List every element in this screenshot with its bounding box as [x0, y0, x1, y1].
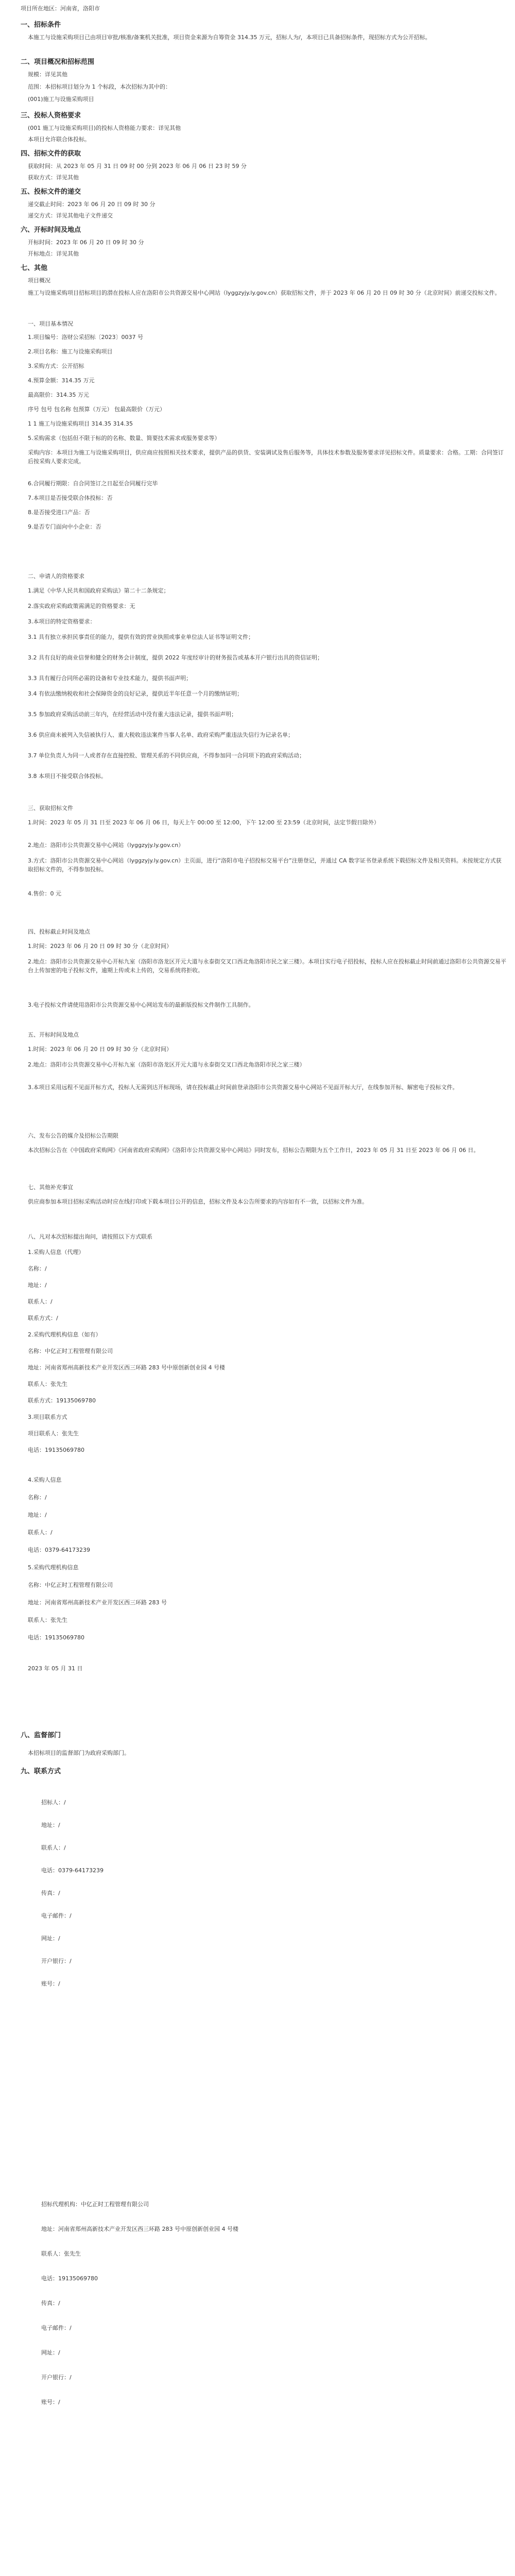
contact-line: 电话：0379-64173239 [28, 1547, 90, 1553]
agent-line: 招标代理机构：中亿正时工程管理有限公司 [41, 2201, 149, 2208]
contact-line: 联系人：张先生 [28, 1381, 67, 1387]
section-1-body: 本施工与设施采购项目已由项目审批/核准/备案机关批准，项目资金来源为自筹资金 314.35 万元，招标人为/，本项目已具备招标条件，现招标方式为公开招标。 [28, 34, 431, 41]
tenderer-line: 电子邮件：/ [41, 1912, 72, 1919]
submit-list [21, 942, 507, 1016]
opening-line: 2.地点：洛阳市公共资源交易中心开标九室（洛阳市洛龙区开元大道与永泰街交叉口西北角洛阳市民之家三楼） [28, 1061, 305, 1068]
section-3-body: (001 施工与设施采购项目)的投标人资格能力要求：详见其他 [28, 125, 181, 131]
basic-info-list [21, 333, 507, 537]
section-5-method: 递交方式：详见其他电子文件递交 [28, 212, 113, 219]
announcement-date: 2023 年 05 月 31 日 [28, 1665, 83, 1672]
section-8-body: 本招标项目的监督部门为政府采购部门。 [28, 1750, 130, 1756]
opening-title: 五、开标时间及地点 [28, 1031, 79, 1038]
agent-line: 开户银行：/ [41, 2374, 72, 2381]
agent-line: 电话：19135069780 [41, 2275, 98, 2282]
contact-line: 地址：河南省郑州高新技术产业开发区西三环路 283 号 [28, 1599, 167, 1606]
contact-line: 5.采购代理机构信息 [28, 1564, 79, 1571]
contact-line: 地址：/ [28, 1512, 47, 1518]
contact-line: 名称：/ [28, 1265, 47, 1272]
get-file-title: 三、获取招标文件 [28, 805, 73, 811]
contact-line: 1.采购人信息（代理） [28, 1249, 84, 1256]
other-matters-body: 供应商参加本项目招标采购活动时应在线打印或下载本项目公开的信息，招标文件及本公告所要求的内容如有不一致，以招标文件为准。 [28, 1198, 368, 1205]
section-4-title: 四、招标文件的获取 [21, 150, 81, 158]
agent-line: 电子邮件：/ [41, 2325, 72, 2331]
section-4-time: 获取时间：从 2023 年 05 月 31 日 09 时 00 分到 2023 年 06 月 06 日 23 时 59 分 [28, 163, 247, 170]
agent-contact-list [41, 2200, 505, 2422]
qualification-line: 2.落实政府采购政策需满足的资格要求：无 [28, 603, 135, 609]
agent-line: 网址：/ [41, 2349, 60, 2356]
contact-title: 八、凡对本次招标提出询问，请按照以下方式联系 [28, 1233, 152, 1240]
submit-title: 四、投标截止时间及地点 [28, 928, 90, 935]
section-5-title: 五、投标文件的递交 [21, 188, 81, 196]
section-6-time: 开标时间：2023 年 06 月 20 日 09 时 30 分 [28, 239, 144, 246]
qualification-line: 3.本项目的特定资格要求： [28, 618, 96, 625]
contact-line: 联系人：张先生 [28, 1617, 67, 1623]
requirement-body: 采购内容：本项目为施工与设施采购项目，供应商应按照相关技术要求，提供产品的供货、安装调试及售后服务等，具体技术参数及服务要求详见招标文件。质量要求：合格。工期：合同签订后按采购人要求完成。 [28, 449, 504, 465]
submit-line: 3.电子投标文件请使用洛阳市公共资源交易中心网站发布的最新版投标文件制作工具制作。 [28, 1002, 254, 1008]
qualification-title: 二、申请人的资格要求 [28, 573, 84, 580]
tenderer-line: 联系人：/ [41, 1844, 66, 1851]
section-8-title: 八、监督部门 [21, 1732, 61, 1739]
get-file-line: 1.时间：2023 年 05 月 31 日至 2023 年 06 月 06 日，每天上午 00:00 至 12:00，下午 12:00 至 23:59（北京时间，法定节假日除外） [28, 819, 380, 826]
section-7-intro: 施工与设施采购项目招标项目的潜在投标人应在洛阳市公共资源交易中心网站（lyggzyjy.ly.gov.cn）获取招标文件，并于 2023 年 06 月 20 日 09 时 30 分（北京时间）前递交投标文件。 [28, 290, 501, 296]
basic-info-line: 2.项目名称：施工与设施采购项目 [28, 348, 113, 355]
basic-info-line: 最高限价：314.35 万元 [28, 392, 89, 398]
project-location: 项目所在地区：河南省，洛阳市 [21, 5, 100, 12]
qualification-line: 3.2 具有良好的商业信誉和健全的财务会计制度，提供 2022 年度经审计的财务报告或基本开户银行出具的资信证明； [28, 654, 323, 661]
get-file-line: 4.售价：0 元 [28, 890, 61, 897]
agent-line: 账号：/ [41, 2399, 60, 2405]
section-3-joint: 本项目允许联合体投标。 [28, 136, 90, 143]
tenderer-line: 地址：/ [41, 1822, 60, 1828]
section-7-title: 七、其他 [21, 264, 48, 272]
agent-line: 地址：河南省郑州高新技术产业开发区西三环路 283 号中原创新创业园 4 号楼 [41, 2226, 238, 2232]
basic-info-line: 7.本项目是否接受联合体投标：否 [28, 495, 113, 501]
contact-line: 名称：中亿正时工程管理有限公司 [28, 1348, 113, 1354]
agent-line: 传真：/ [41, 2300, 60, 2307]
section-3-title: 三、投标人资格要求 [21, 112, 81, 120]
qualification-line: 3.3 具有履行合同所必需的设备和专业技术能力，提供书面声明； [28, 675, 192, 682]
contact-line: 电话：19135069780 [28, 1634, 84, 1641]
basic-info-line: 序号 包号 包名称 包预算（万元） 包最高限价（万元） [28, 406, 165, 413]
section-2-scope: 范围：本招标项目划分为 1 个标段，本次招标为其中的： [28, 83, 171, 90]
section-4-method: 获取方式：详见其他 [28, 174, 79, 181]
submit-line: 2.地点：洛阳市公共资源交易中心开标九室（洛阳市洛龙区开元大道与永泰街交叉口西北角洛阳市民之家三楼）。本项目实行电子招投标，投标人应在投标截止时间前通过洛阳市公共资源交易平台上传加密的电子投标文件，逾期上传或未上传的，交易系统将拒收。 [28, 958, 506, 974]
qualification-line: 3.5 参加政府采购活动前三年内，在经营活动中没有重大违法记录，提供书面声明； [28, 711, 237, 718]
section-6-place: 开标地点：详见其他 [28, 250, 79, 257]
contact-list-b [21, 1476, 507, 1651]
opening-list [21, 1045, 507, 1116]
contact-line: 电话：19135069780 [28, 1447, 84, 1453]
tenderer-line: 传真：/ [41, 1890, 60, 1896]
agent-line: 联系人：张先生 [41, 2250, 81, 2257]
tenderer-line: 账号：/ [41, 1980, 60, 1987]
submit-line: 1.时间：2023 年 06 月 20 日 09 时 30 分（北京时间） [28, 943, 172, 950]
contact-line: 地址：河南省郑州高新技术产业开发区西三环路 283 号中原创新创业园 4 号楼 [28, 1364, 225, 1371]
qualification-line: 3.1 具有独立承担民事责任的能力，提供有效的营业执照或事业单位法人证书等证明文件； [28, 634, 254, 640]
contact-line: 2.采购代理机构信息（如有） [28, 1331, 101, 1338]
section-7-head: 项目概况 [28, 277, 50, 284]
section-6-title: 六、开标时间及地点 [21, 226, 81, 234]
qualification-line: 3.8 本项目不接受联合体投标。 [28, 773, 107, 779]
basic-info-title: 一、项目基本情况 [28, 320, 73, 327]
qualification-line: 3.7 单位负责人为同一人或者存在直接控股、管理关系的不同供应商，不得参加同一合同项下的政府采购活动； [28, 752, 305, 759]
qualification-line: 3.4 有依法缴纳税收和社会保障资金的良好记录，提供近半年任意一个月的缴纳证明； [28, 690, 243, 697]
contact-line: 项目联系人：张先生 [28, 1430, 79, 1437]
basic-info-line: 3.采购方式：公开招标 [28, 363, 84, 369]
basic-info-line: 6.合同履行期限：自合同签订之日起至合同履行完毕 [28, 480, 158, 487]
basic-info-line: 5.采购需求（包括但不限于标的的名称、数量、简要技术需求或服务要求等） [28, 435, 220, 442]
contact-line: 联系方式：/ [28, 1315, 58, 1321]
other-matters-title: 七、其他补充事宜 [28, 1184, 73, 1191]
get-file-line: 3.方式：洛阳市公共资源交易中心网站（lyggzyjy.ly.gov.cn）主页面，进行“洛阳市电子招投标交易平台”注册登记，并通过 CA 数字证书登录系统下载招标文件及相关资料。未按规定方式获取招标文件的，不得参加投标。 [28, 857, 502, 873]
opening-line: 1.时间：2023 年 06 月 20 日 09 时 30 分（北京时间） [28, 1046, 172, 1053]
contact-list [21, 1248, 507, 1462]
notice-media-title: 六、发布公告的媒介及招标公告期限 [28, 1132, 118, 1139]
contact-line: 联系人：/ [28, 1298, 53, 1305]
tenderer-line: 招标人：/ [41, 1799, 66, 1806]
section-2-title: 二、项目概况和招标范围 [21, 58, 95, 66]
notice-media-body: 本次招标公告在《中国政府采购网》《河南省政府采购网》《洛阳市公共资源交易中心网站》同时发布，招标公告期限为五个工作日，2023 年 05 月 31 日至 2023 年 06 月 06 日。 [28, 1147, 479, 1154]
qualification-line: 3.6 供应商未被列入失信被执行人、重大税收违法案件当事人名单、政府采购严重违法失信行为记录名单； [28, 732, 294, 738]
contact-line: 联系方式：19135069780 [28, 1397, 96, 1404]
contact-line: 4.采购人信息 [28, 1477, 62, 1483]
tenderer-line: 电话：0379-64173239 [41, 1867, 104, 1874]
tenderer-line: 开户银行：/ [41, 1958, 72, 1964]
section-2-scale: 规模：详见其他 [28, 71, 67, 78]
contact-line: 名称：中亿正时工程管理有限公司 [28, 1582, 113, 1588]
contact-line: 联系人：/ [28, 1529, 53, 1536]
section-9-title: 九、联系方式 [21, 1768, 61, 1775]
contact-line: 3.项目联系方式 [28, 1414, 67, 1420]
qualification-line: 1.满足《中华人民共和国政府采购法》第二十二条规定； [28, 587, 169, 594]
tenderer-line: 网址：/ [41, 1935, 60, 1942]
basic-info-line: 4.预算金额：314.35 万元 [28, 377, 95, 384]
get-file-line: 2.地点：洛阳市公共资源交易中心网站（lyggzyjy.ly.gov.cn） [28, 842, 184, 849]
contact-line: 名称：/ [28, 1494, 47, 1501]
basic-info-line: 1 1 施工与设施采购项目 314.35 314.35 [28, 420, 133, 427]
section-5-deadline: 递交截止时间：2023 年 06 月 20 日 09 时 30 分 [28, 201, 156, 208]
basic-info-line: 9.是否专门面向中小企业：否 [28, 523, 101, 530]
qualification-list [21, 586, 507, 787]
get-file-list [21, 818, 507, 905]
opening-line: 3.本项目采用远程不见面开标方式，投标人无需到达开标现场，请在投标截止时间前登录洛阳市公共资源交易中心网站不见面开标大厅，在线参加开标、解密电子投标文件。 [28, 1084, 458, 1091]
section-2-lot: (001)施工与设施采购项目 [28, 96, 94, 103]
basic-info-line: 1.项目编号：洛财公采招标〔2023〕0037 号 [28, 334, 143, 341]
section-1-title: 一、招标条件 [21, 21, 61, 29]
contact-line: 地址：/ [28, 1282, 47, 1289]
tenderer-contact-list [41, 1798, 505, 2002]
basic-info-line: 8.是否接受进口产品：否 [28, 509, 90, 516]
